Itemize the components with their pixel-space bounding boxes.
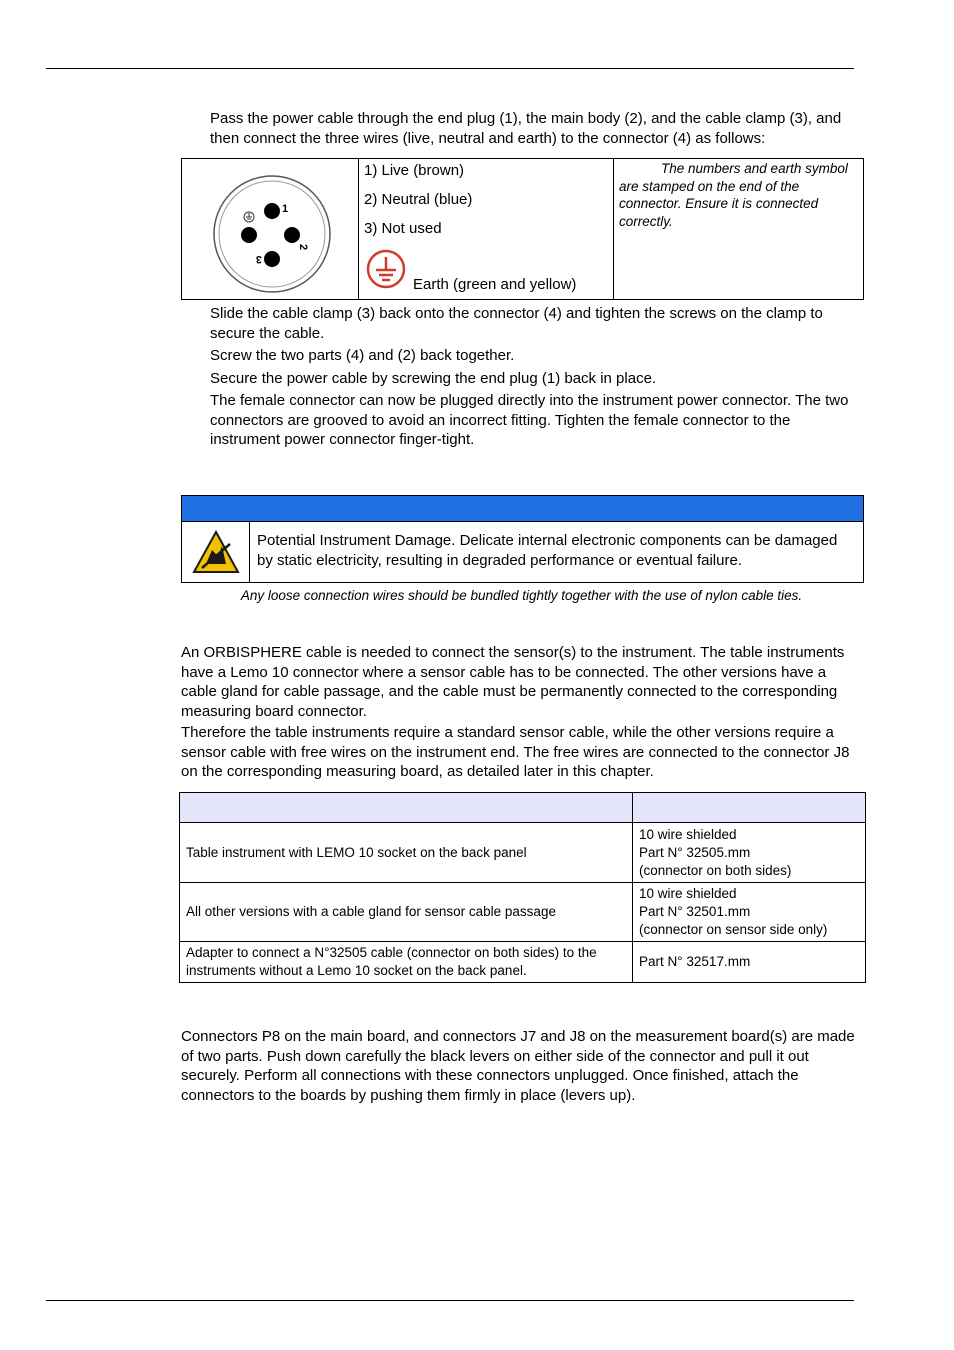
notice-icon-cell <box>182 522 250 582</box>
notice-text: Potential Instrument Damage. Delicate internal electronic components can be damaged by static electricity, resulting in degraded performance or eventual failure. <box>257 532 838 569</box>
step-plug-in: The female connector can now be plugged directly into the instrument power connector. The two connectors are grooved to avoid an incorrect fitting. Tighten the female connector to the instrument power connector finger-tight. <box>210 392 849 448</box>
table-cell-cable <box>633 823 866 883</box>
table-cell-cable <box>633 942 866 983</box>
pin-1-text: 1) Live (brown) <box>364 162 465 179</box>
table-row <box>180 942 866 983</box>
step-end-plug: Secure the power cable by screwing the end plug (1) back in place. <box>210 370 657 387</box>
connectors-paragraph: Connectors P8 on the main board, and connectors J7 and J8 on the measurement board(s) are made of two parts. Push down carefully the black levers on either side of the connector and pull it out securely. Perform all connections with these connectors unplugged. Once finished, attach the connectors to the boards by pushing them firmly in place (levers up). <box>181 1028 855 1104</box>
table-cell-desc: Table instrument with LEMO 10 socket on the back panel <box>180 823 633 883</box>
sensor-cable-paragraph-1: An ORBISPHERE cable is needed to connect the sensor(s) to the instrument. The table instruments have a Lemo 10 connector where a sensor cable has to be connected. The other versions have a cable gland for cable passage, and the cable must be permanently connected to the corresponding measuring board connector. <box>181 644 845 720</box>
cable-line: Part N° 32501.mm <box>639 904 751 919</box>
esd-notice-box <box>181 495 864 583</box>
sensor-cable-table <box>179 792 866 983</box>
connector-inner-ring <box>219 181 325 287</box>
table-row <box>180 823 866 883</box>
table-cell-desc: Adapter to connect a N°32505 cable (connector on both sides) to the instruments without a Lemo 10 socket on the back panel. <box>180 942 633 983</box>
connector-note-cell <box>613 159 863 299</box>
pin-3-label: 3 <box>255 253 262 265</box>
step-slide-clamp: Slide the cable clamp (3) back onto the connector (4) and tighten the screws on the clamp to secure the cable. <box>210 305 823 342</box>
table-cell-desc: All other versions with a cable gland for sensor cable passage <box>180 883 633 942</box>
esd-warning-icon <box>192 530 240 574</box>
cable-line: 10 wire shielded <box>639 886 737 901</box>
cable-line: (connector on sensor side only) <box>639 922 828 937</box>
top-rule <box>46 68 854 69</box>
step-screw-parts: Screw the two parts (4) and (2) back together. <box>210 347 515 364</box>
pin-2-label: 2 <box>297 244 309 251</box>
table-header-cell <box>633 793 866 823</box>
pin-2-text: 2) Neutral (blue) <box>364 191 473 208</box>
cable-line: 10 wire shielded <box>639 826 737 842</box>
notice-header-bar <box>182 496 863 522</box>
pin-1 <box>264 203 280 219</box>
pin-2 <box>284 227 300 243</box>
table-header-row <box>180 793 866 823</box>
earth-text: Earth (green and yellow) <box>413 276 577 293</box>
earth-mark-icon <box>244 212 254 222</box>
pin-assignment-cell <box>358 159 614 299</box>
table-header-cell <box>180 793 633 823</box>
pin-earth <box>241 227 257 243</box>
table-cell-cable <box>633 883 866 942</box>
connector-diagram-cell <box>182 159 359 299</box>
connector-note: The numbers and earth symbol are stamped on the end of the connector. Ensure it is connected correctly. <box>619 161 848 229</box>
intro-paragraph: Pass the power cable through the end plug (1), the main body (2), and the cable clamp (3), and then connect the three wires (live, neutral and earth) to the connector (4) as follows: <box>210 110 842 147</box>
sensor-cable-paragraph-2: Therefore the table instruments require a standard sensor cable, while the other versions require a sensor cable with free wires on the instrument end. The free wires are connected to the connector J8 on the corresponding measuring board, as detailed later in this chapter. <box>181 724 850 780</box>
connector-wiring-table <box>181 158 864 300</box>
cable-line: Part N° 32505.mm <box>639 844 751 860</box>
bottom-rule <box>46 1300 854 1301</box>
connector-outer-ring <box>214 176 330 292</box>
cable-ties-note: Any loose connection wires should be bundled tightly together with the use of nylon cable ties. <box>240 588 803 603</box>
earth-icon <box>366 249 406 289</box>
connector-pin-diagram <box>182 159 358 299</box>
cable-line: Part N° 32517.mm <box>639 954 751 969</box>
table-row <box>180 883 866 942</box>
pin-3 <box>264 251 280 267</box>
cable-line: (connector on both sides) <box>639 862 792 878</box>
pin-3-text: 3) Not used <box>364 220 442 237</box>
pin-1-label: 1 <box>282 203 289 215</box>
